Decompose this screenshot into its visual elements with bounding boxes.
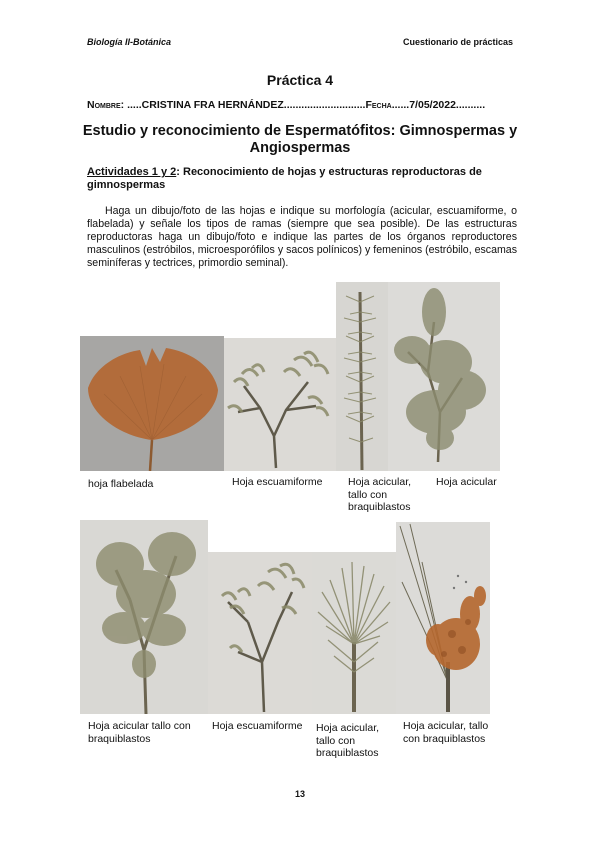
ginkgo-leaf-photo [80, 336, 224, 471]
section-subtitle: Estudio y reconocimiento de Espermatófitos: Gimnospermas y Angiospermas [82, 123, 518, 156]
header-course: Biología II-Botánica [87, 37, 172, 47]
activity-heading [87, 166, 517, 192]
caption-r2-4: Hoja acicular, tallo con braquiblastos [403, 720, 489, 745]
page-number: 13 [294, 789, 305, 799]
caption-r2-2: Hoja escuamiforme [212, 720, 303, 732]
header-section: Cuestionario de prácticas [402, 37, 513, 47]
activity-label: Actividades 1 y 2 [87, 166, 177, 178]
male-strobili-photo [396, 522, 490, 714]
needle-branch-photo-3 [80, 520, 208, 714]
name-label: Nombre: [87, 99, 125, 111]
date-value: ......7/05/2022.......... [391, 99, 486, 111]
caption-r1-2: Hoja escuamiforme [232, 476, 323, 488]
instructions-paragraph: Haga un dibujo/foto de las hojas e indique su morfología (acicular, escuamiforme, o flabelada) y señale los tipos de ramas (siempre que sea posible). De las estructuras reproductoras haga un dibujo/foto e indique las partes de los órganos reproductores masculinos (estróbilos, microesporófilos y sacos polínicos) y femeninos (estróbilo, escamas seminíferas y tectrices, primordio seminal). [87, 205, 517, 269]
needle-branch-photo-1 [336, 282, 388, 471]
scale-leaf-photo-2 [208, 552, 312, 714]
needle-branch-photo-2 [388, 282, 500, 471]
activity-text: : Reconocimiento de hojas y estructuras reproductoras de gimnospermas [87, 166, 482, 191]
caption-r1-4: Hoja acicular [436, 476, 497, 488]
student-line [87, 99, 485, 111]
pine-twig-photo [312, 552, 396, 714]
date-label: Fecha [365, 99, 392, 111]
caption-r1-3: Hoja acicular, tallo con braquiblastos [348, 476, 412, 513]
caption-r1-1: hoja flabelada [88, 478, 154, 490]
caption-r2-1: Hoja acicular tallo con braquiblastos [88, 720, 191, 745]
scale-leaf-photo-1 [224, 338, 336, 471]
caption-r2-3: Hoja acicular, tallo con braquiblastos [316, 722, 380, 759]
name-value: .....CRISTINA FRA HERNÁNDEZ............................ [127, 99, 366, 111]
page-title: Práctica 4 [266, 72, 334, 88]
